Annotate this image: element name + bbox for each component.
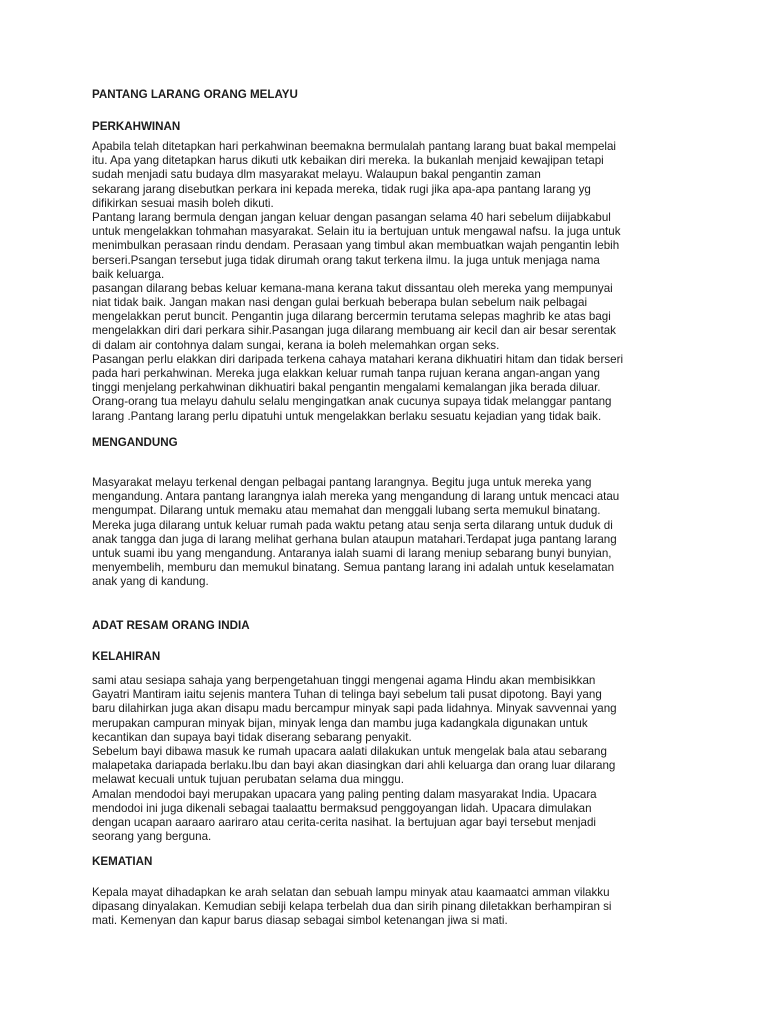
body-text-line: kecantikan dan supaya bayi tidak diserang sebarang penyakit. [92,730,412,744]
body-text-line: di dalam air contohnya dalam sungai, kerana ia boleh melemahkan organ seks. [92,338,500,352]
body-text-line: menimbulkan perasaan rindu dendam. Perasaan yang timbul akan membuatkan wajah pengantin lebih [92,239,620,253]
section-body-mengandung [92,476,707,590]
body-text-line: itu. Apa yang ditetapkan harus dikuti utk kebaikan diri mereka. Ia bukanlah menjaid kewajipan tetapi [92,154,604,168]
body-text-line: sudah menjadi satu budaya dlm masyarakat melayu. Walaupun bakal pengantin zaman [92,168,541,182]
body-text-line: dipasang dinyalakan. Kemudian sebiji kelapa terbelah dua dan sirih pinang diletakkan berhampiran si [92,900,612,914]
body-text-line: mengandung. Antara pantang larangnya ialah mereka yang mengandung di larang untuk mencaci atau [92,490,620,504]
body-text-line: Masyarakat melayu terkenal dengan pelbagai pantang larangnya. Begitu juga untuk mereka yang [92,476,592,489]
body-text-line: mendodoi ini juga dikenali sebagai taalaattu bermaksud penggoyangan lidah. Upacara dimulakan [92,801,592,815]
body-text-line: dengan ucapan aaraaro aariraro atau cerita-cerita nasihat. Ia bertujuan agar bayi tersebut menjadi [92,815,596,829]
body-text-line: Amalan mendodoi bayi merupakan upacara yang paling penting dalam masyarakat India. Upacara [92,787,597,801]
body-text-line: melawat kecuali untuk tujuan perubatan selama dua minggu. [92,773,404,787]
body-text-line: niat tidak baik. Jangan makan nasi dengan gulai berkuah beberapa bulan sebelum naik pelbagai [92,296,588,310]
body-text-line: mengelakkan perut buncit. Pengantin juga dilarang bercermin terutama selepas maghrib ke atas bagi [92,310,611,324]
body-text-line: malapetaka dariapada berlaku.Ibu dan bayi akan diasingkan dari ahli keluarga dan orang luar dilarang [92,759,616,773]
section-heading-adat-resam-orang-india: ADAT RESAM ORANG INDIA [92,619,250,632]
section-heading-kelahiran: KELAHIRAN [92,650,161,663]
body-text-line: baik keluarga. [92,267,165,281]
body-text-line: seorang yang berguna. [92,830,212,844]
body-text-line: sekarang jarang disebutkan perkara ini kepada mereka, tidak rugi jika apa-apa pantang larang yg [92,182,591,196]
body-text-line: Gayatri Mantiram iaitu sejenis mantera Tuhan di telinga bayi sebelum tali pusat dipotong. Bayi yang [92,688,602,702]
section-body-perkahwinan [92,140,707,424]
body-text-line: pasangan dilarang bebas keluar kemana-mana kerana takut dissantau oleh mereka yang mempunyai [92,281,613,295]
body-text-line: untuk suami ibu yang mengandung. Antaranya ialah suami di larang meniup sebarang bunyi bunyian, [92,546,612,560]
body-text-line: tinggi menjelang perkahwinan dikhuatiri bakal pengantin mengalami kemalangan jika berada diluar. [92,381,601,395]
section-heading-perkahwinan: PERKAHWINAN [92,120,181,133]
body-text-line: merupakan campuran minyak bijan, minyak lenga dan mambu juga kadangkala digunakan untuk [92,716,588,730]
body-text-line: difikirkan sesuai masih boleh dikuti. [92,196,274,210]
section-heading-mengandung: MENGANDUNG [92,436,178,449]
body-text-line: Apabila telah ditetapkan hari perkahwinan beemakna bermulalah pantang larang buat bakal mempelai [92,140,617,153]
body-text-line: Kepala mayat dihadapkan ke arah selatan dan sebuah lampu minyak atau kaamaatci amman vilakku [92,886,610,899]
body-text-line: anak tangga dan juga di larang melihat gerhana bulan ataupun matahari.Terdapat juga pantang larang [92,532,617,546]
body-text-line: anak yang di kandung. [92,575,209,589]
body-text-line: sami atau sesiapa sahaja yang berpengetahuan tinggi mengenai agama Hindu akan membisikkan [92,674,596,687]
section-body-kematian [92,886,707,929]
body-text-line: berseri.Psangan tersebut juga tidak dirumah orang takut terkena ilmu. Ia juga untuk menjaga nama [92,253,600,267]
section-heading-kematian: KEMATIAN [92,855,153,868]
body-text-line: Orang-orang tua melayu dahulu selalu mengingatkan anak cucunya supaya tidak melanggar pantang [92,395,612,409]
body-text-line: larang .Pantang larang perlu dipatuhi untuk mengelakkan berlaku sesuatu kejadian yang tidak baik. [92,409,602,423]
body-text-line: Pantang larang bermula dengan jangan keluar dengan pasangan selama 40 hari sebelum diijabkabul [92,210,611,224]
body-text-line: Sebelum bayi dibawa masuk ke rumah upacara aalati dilakukan untuk mengelak bala atau sebarang [92,744,607,758]
section-body-kelahiran [92,674,707,844]
body-text-line: menyembelih, memburu dan memukul binatang. Semua pantang larang ini adalah untuk keselamatan [92,561,615,575]
body-text-line: pada hari perkahwinan. Mereka juga elakkan keluar rumah tanpa rujuan kerana angan-angan yang [92,367,600,380]
document-title: PANTANG LARANG ORANG MELAYU [92,88,298,101]
body-text-line: mengelakkan diri dari perkara sihir.Pasangan juga dilarang membuang air kecil dan air besar serentak [92,324,616,338]
body-text-line: mengumpat. Dilarang untuk memaku atau memahat dan menggali lubang serta memukul binatang. [92,504,601,518]
body-text-line: baru dilahirkan juga akan disapu madu bercampur minyak sapi pada lidahnya. Minyak savvennai yang [92,702,617,716]
body-text-line: Pasangan perlu elakkan diri daripada terkena cahaya matahari kerana dikhuatiri hitam dan tidak berseri [92,352,624,366]
body-text-line: untuk mengelakkan tohmahan masyarakat. Selain itu ia bertujuan untuk mengawal nafsu. Ia juga untuk [92,225,621,239]
body-text-line: mati. Kemenyan dan kapur barus diasap sebagai simbol ketenangan jiwa si mati. [92,914,508,928]
body-text-line: Mereka juga dilarang untuk keluar rumah pada waktu petang atau senja serta dilarang untuk duduk di [92,518,613,532]
